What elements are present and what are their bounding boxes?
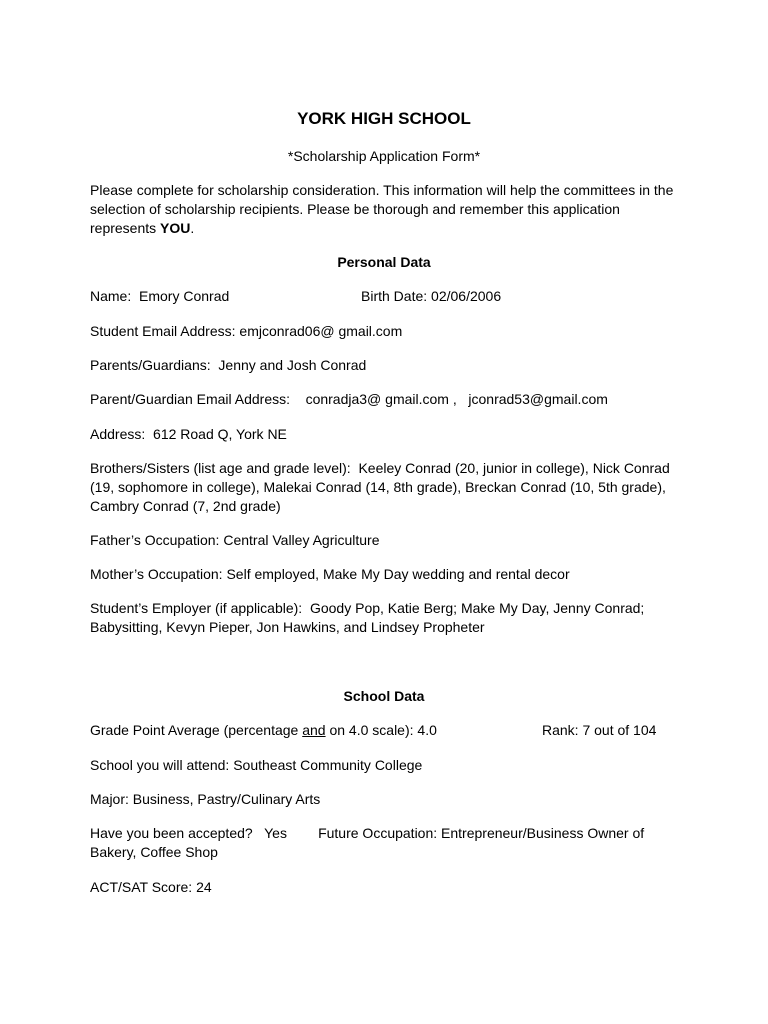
intro-end: . [190, 220, 195, 236]
student-email-label: Student Email Address: [90, 323, 236, 339]
name-value: Emory Conrad [139, 288, 230, 304]
rank-field [542, 721, 656, 740]
intro-text: Please complete for scholarship consideration. This information will help the committees in the selection of scholarship recipients. Please be thorough and remember this application represents [90, 182, 674, 236]
address-label: Address: [90, 426, 146, 442]
future-occupation-label: Future Occupation: [318, 825, 438, 841]
accepted-value: Yes [264, 825, 287, 841]
siblings-value: Keeley Conrad (20, junior in college), Nick Conrad (19, sophomore in college), Malekai Conrad (14, 8th grade), Breckan Conrad (10, 5th grade), Cambry Conrad (7, 2nd grade) [90, 460, 670, 514]
student-employer-label: Student’s Employer (if applicable): [90, 600, 303, 616]
siblings-row [90, 459, 680, 516]
parents-label: Parents/Guardians: [90, 357, 211, 373]
major-label: Major: [90, 791, 129, 807]
father-occupation-value: Central Valley Agriculture [223, 532, 380, 548]
gpa-label-underlined: and [302, 722, 326, 738]
intro-emphasis: YOU [160, 220, 191, 236]
parent-email-row [90, 390, 680, 409]
rank-label: Rank: [542, 722, 579, 738]
school-data-heading: School Data [343, 688, 425, 704]
mother-occupation-value: Self employed, Make My Day wedding and rental decor [226, 566, 570, 582]
address-row [90, 425, 680, 444]
act-sat-row [90, 878, 680, 897]
father-occupation-row [90, 531, 680, 550]
accepted-future-row [90, 824, 680, 862]
address-value: 612 Road Q, York NE [153, 426, 287, 442]
name-row [90, 287, 680, 306]
birth-date-field [361, 287, 501, 306]
future-occupation-value: Entrepreneur/Business Owner of Bakery, Coffee Shop [90, 825, 649, 860]
accepted-label: Have you been accepted? [90, 825, 253, 841]
school-attend-value: Southeast Community College [233, 757, 423, 773]
parent-email-label: Parent/Guardian Email Address: [90, 391, 290, 407]
act-sat-label: ACT/SAT Score: [90, 879, 193, 895]
major-value: Business, Pastry/Culinary Arts [132, 791, 321, 807]
birth-date-value: 02/06/2006 [431, 288, 502, 304]
school-attend-label: School you will attend: [90, 757, 230, 773]
gpa-label-pre: Grade Point Average (percentage [90, 722, 303, 738]
parents-value: Jenny and Josh Conrad [218, 357, 367, 373]
gpa-value: 4.0 [417, 722, 437, 738]
act-sat-value: 24 [196, 879, 212, 895]
major-row [90, 790, 680, 809]
student-employer-value: Goody Pop, Katie Berg; Make My Day, Jenny Conrad; Babysitting, Kevyn Pieper, Jon Hawkins, and Lindsey Propheter [90, 600, 645, 635]
parent-email-value: conradja3@ gmail.com , jconrad53@gmail.com [305, 391, 608, 407]
school-name-heading: YORK HIGH SCHOOL [297, 109, 471, 128]
father-occupation-label: Father’s Occupation: [90, 532, 220, 548]
name-label: Name: [90, 288, 132, 304]
student-employer-row [90, 599, 680, 637]
birth-date-label: Birth Date: [361, 288, 428, 304]
school-attend-row [90, 756, 680, 775]
student-email-value: emjconrad06@ gmail.com [239, 323, 403, 339]
form-title: *Scholarship Application Form* [287, 148, 481, 164]
personal-data-heading: Personal Data [337, 254, 431, 270]
siblings-label: Brothers/Sisters (list age and grade level): [90, 460, 351, 476]
gpa-label-post: on 4.0 scale): [325, 722, 414, 738]
mother-occupation-label: Mother’s Occupation: [90, 566, 223, 582]
student-email-row [90, 322, 680, 341]
rank-value: 7 out of 104 [582, 722, 657, 738]
parents-row [90, 356, 680, 375]
gpa-row [90, 721, 680, 740]
intro-paragraph [90, 181, 680, 238]
mother-occupation-row [90, 565, 680, 584]
